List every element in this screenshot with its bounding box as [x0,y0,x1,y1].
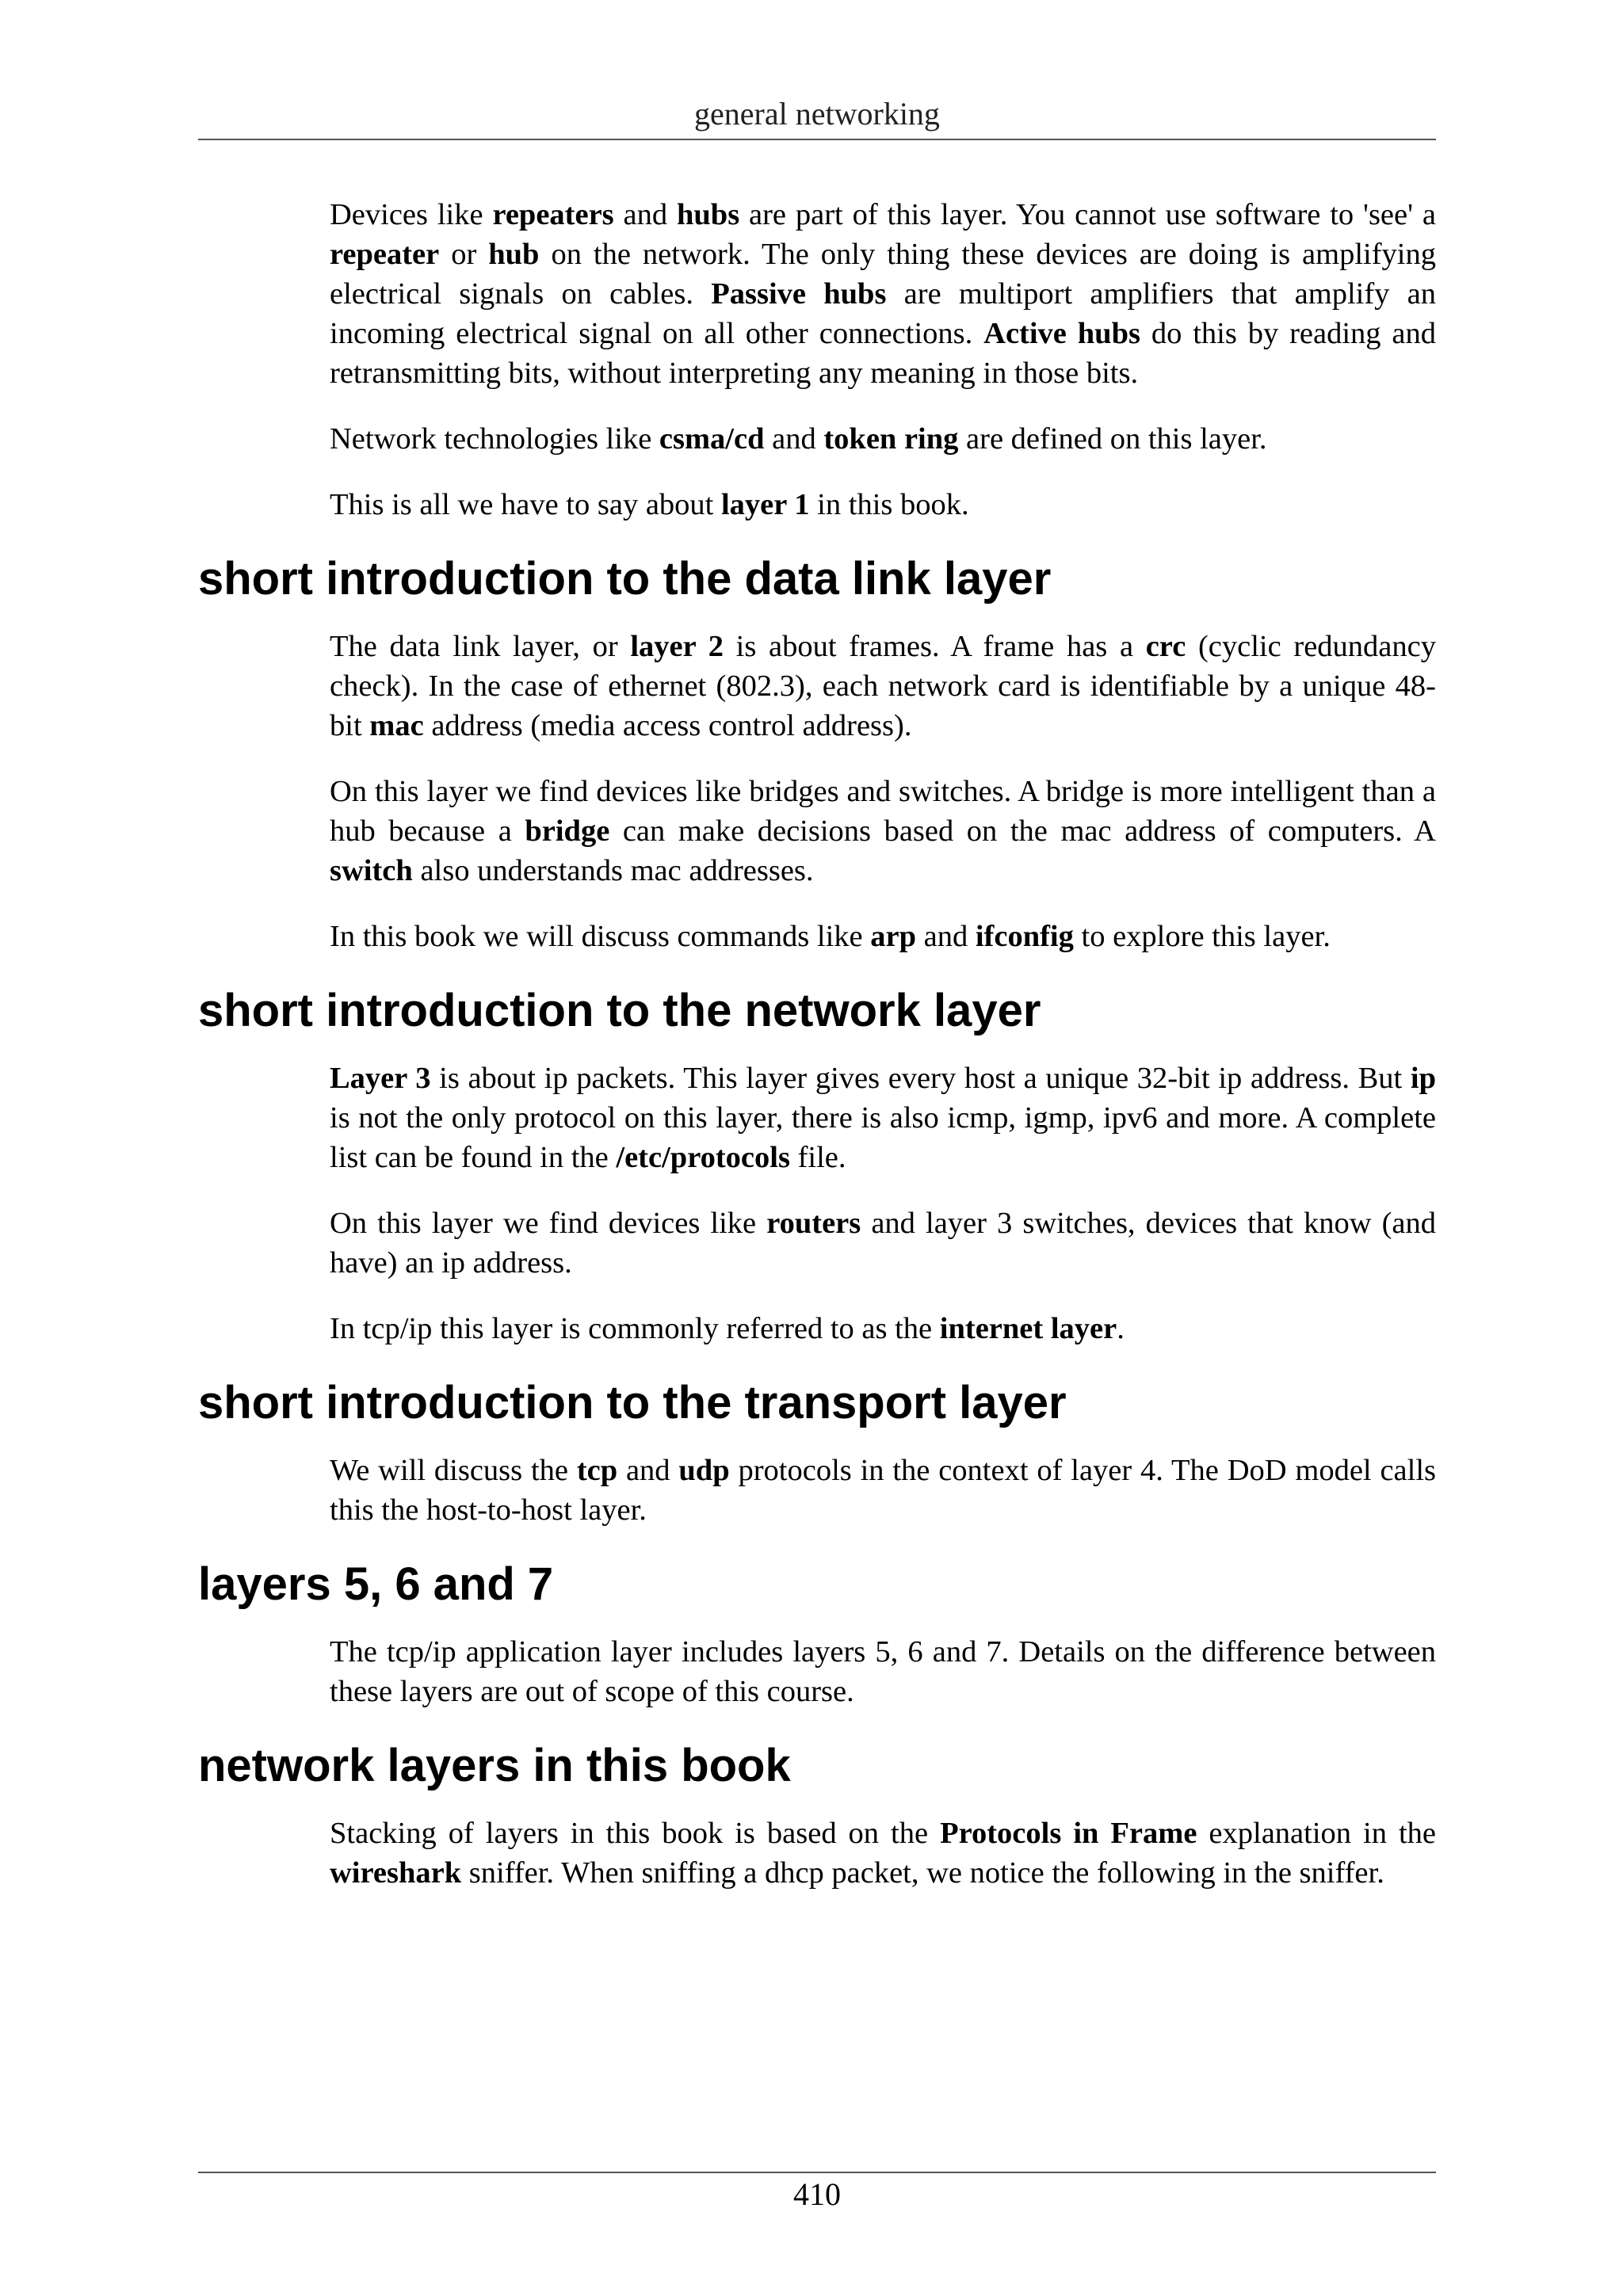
text-run: on the network. The only thing these devices are doing is amplifying electrical signals on cables. [330,238,1436,311]
body-paragraph [330,195,1436,393]
text-run: protocols in the context of layer 4. The DoD model calls this the host-to-host layer. [330,1454,1436,1527]
bold-term: repeater [330,238,440,271]
bold-term: repeaters [492,198,614,231]
text-run: and [617,1454,679,1487]
header-rule [198,139,1436,140]
text-run: is about ip packets. This layer gives every host a unique 32-bit ip address. But [430,1062,1411,1095]
body-paragraph [330,1058,1436,1177]
text-run: and layer 3 switches, devices that know (and have) an ip address. [330,1207,1436,1280]
bold-term: csma/cd [659,422,765,456]
text-run: can make decisions based on the mac address of computers. A [609,814,1436,848]
text-run: In tcp/ip this layer is commonly referred to as the [330,1312,940,1345]
text-run: Stacking of layers in this book is based on the [330,1817,941,1850]
text-run: and [613,198,677,231]
body-paragraph [330,917,1436,956]
text-run: . [1117,1312,1125,1345]
text-run: do this by reading and retransmitting bits, without interpreting any meaning in those bits. [330,317,1436,390]
bold-term: udp [678,1454,730,1487]
bold-term: crc [1145,630,1186,663]
text-run: are multiport amplifiers that amplify an incoming electrical signal on all other connections. [330,277,1436,350]
text-run: is about frames. A frame has a [723,630,1146,663]
body-paragraph [330,627,1436,746]
bold-term: hubs [676,198,740,231]
body-paragraph [330,1203,1436,1283]
page-number: 410 [793,2176,841,2212]
text-run: sniffer. When sniffing a dhcp packet, we notice the following in the sniffer. [461,1856,1384,1890]
bold-term: /etc/protocols [616,1141,790,1174]
bold-term: Layer 3 [330,1062,431,1095]
text-run: and [916,920,976,953]
text-run: Network technologies like [330,422,659,456]
bold-term: Protocols in Frame [940,1817,1197,1850]
text-run: On this layer we find devices like [330,1207,767,1240]
text-run: also understands mac addresses. [412,854,814,887]
bold-term: ip [1410,1062,1436,1095]
body-paragraph [330,1814,1436,1893]
bold-term: layer 1 [720,488,810,521]
text-run: (cyclic redundancy check). In the case of ethernet (802.3), each network card is identifiable by a unique 48-bit [330,630,1436,742]
bold-term: bridge [525,814,610,848]
text-run: in this book. [809,488,969,521]
running-header: general networking [694,96,940,132]
text-run: to explore this layer. [1073,920,1331,953]
text-run: The tcp/ip application layer includes layers 5, 6 and 7. Details on the difference between these layers are out of scope of this course. [330,1635,1436,1708]
text-run: This is all we have to say about [330,488,721,521]
text-run: and [764,422,824,456]
body-paragraph [330,1632,1436,1711]
bold-term: hub [488,238,540,271]
bold-term: layer 2 [630,630,724,663]
text-run: Devices like [330,198,493,231]
bold-term: wireshark [330,1856,462,1890]
body-paragraph [330,419,1436,459]
body-paragraph [330,1451,1436,1530]
bold-term: Active hubs [983,317,1140,350]
bold-term: arp [870,920,916,953]
text-run: On this layer we find devices like bridges and switches. A bridge is more intelligent than a hub because a [330,775,1436,848]
section-heading: layers 5, 6 and 7 [198,1558,554,1610]
text-run: are defined on this layer. [958,422,1267,456]
bold-term: token ring [823,422,959,456]
body-paragraph [330,485,1436,524]
section-heading: short introduction to the transport layer [198,1377,1067,1428]
text-run: We will discuss the [330,1454,577,1487]
bold-term: routers [766,1207,861,1240]
text-run: In this book we will discuss commands like [330,920,871,953]
section-heading: short introduction to the network layer [198,985,1041,1036]
section-heading: network layers in this book [198,1740,791,1791]
text-run: is not the only protocol on this layer, there is also icmp, igmp, ipv6 and more. A complete list can be found in the [330,1101,1436,1174]
text-run: or [439,238,489,271]
bold-term: switch [330,854,413,887]
bold-term: mac [369,709,424,742]
text-run: The data link layer, or [330,630,631,663]
text-run: are part of this layer. You cannot use software to 'see' a [739,198,1436,231]
bold-term: ifconfig [975,920,1074,953]
bold-term: Passive hubs [711,277,887,311]
body-paragraph [330,1309,1436,1348]
body-paragraph [330,772,1436,891]
section-heading: short introduction to the data link layer [198,553,1052,605]
bold-term: tcp [576,1454,618,1487]
text-run: file. [789,1141,846,1174]
text-run: address (media access control address). [423,709,912,742]
page-body [198,195,1436,1919]
text-run: explanation in the [1197,1817,1436,1850]
bold-term: internet layer [939,1312,1117,1345]
